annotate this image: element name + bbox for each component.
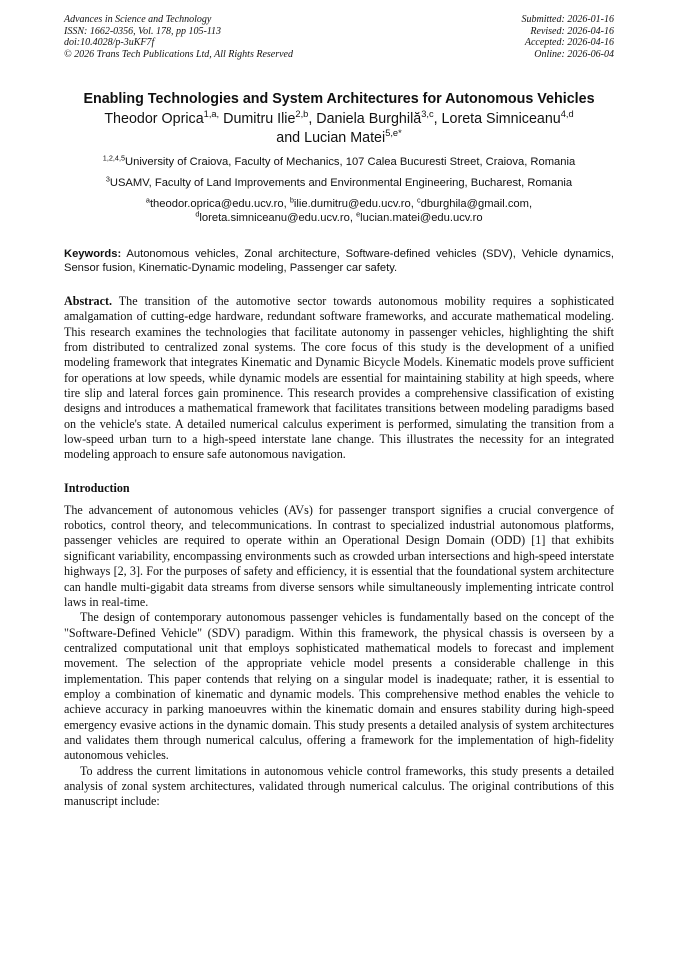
revised-date: Revised: 2026-04-16 [530, 25, 614, 37]
affiliation-sup: 1,2,4,5 [102, 153, 126, 163]
author-sup: 4,d [560, 109, 574, 120]
email-sup: a [145, 195, 150, 205]
author-name: Theodor Oprica [104, 111, 204, 127]
body-paragraph: The design of contemporary autonomous passenger vehicles is fundamentally based on the concept of the "Software-Defined Vehicle" (SDV) paradigm. Within this framework, the physical chassis is overseen by a centralized computational unit that employs sophisticated mathematical models to forecast and implement movement. The selection of the appropriate vehicle model presents a considerable challenge in this implementation. This paper contends that relying on a singular model is inadequate; rather, it is essential to employ a combination of kinematic and dynamic models. This comprehensive method enables the vehicle to achieve accuracy in parking manoeuvres within the kinematic domain and ensures stability during high-speed emergency evasive actions in the dynamic domain. This study presents a detailed analysis of system architectures and validates them through numerical calculus, offering a framework for the implementation of high-fidelity autonomous vehicles. [64, 610, 614, 763]
email-sup: c [416, 195, 421, 205]
header-left [64, 14, 293, 60]
header-right [522, 14, 615, 60]
keywords-block [64, 247, 614, 275]
author-connector: and [276, 129, 301, 146]
author-list: Theodor Oprica$^{1,a,}$ Dumitru Ilie$^{2,b}$, Daniela Burghilă$^{3,c}$, Loreta Simniceanu$^{4,d}$ and Lucian Matei$^{5,e*}$ [104, 109, 574, 146]
issn-line: ISSN: 1662-0356, Vol. 178, pp 105-113 [64, 25, 222, 37]
abstract-block [64, 294, 614, 463]
email-link[interactable]: lucian.matei@edu.ucv.ro [360, 212, 483, 224]
copyright-line: © 2026 Trans Tech Publications Ltd, All Rights Reserved [64, 48, 293, 60]
email-link[interactable]: loreta.simniceanu@edu.ucv.ro [199, 212, 350, 224]
abstract-text: The transition of the automotive sector towards autonomous mobility requires a sophisticated amalgamation of cutting-edge hardware, redundant software frameworks, and accurate mathematical modeling. This research examines the technologies that facilitate autonomy in passenger vehicles, highlighting the shift from distributed to centralized zonal systems. The core focus of this study is the development of a unified modeling framework that integrates Kinematic and Dynamic Bicycle Models. Kinematic models prove sufficient for operations at low speeds, while dynamic models are essential for maintaining stability at high speeds, where tire slip and lateral forces gain prominence. This research provides a comprehensive classification of existing designs and introduces a mathematical framework that facilitates transitions between modeling paradigms based on the vehicle's state. A detailed numerical calculus experiment is performed, simulating the transition from a low-speed urban turn to a high-speed interstate lane change. This illustrates the necessity for an integrated modeling approach to ensure safe autonomous navigation. [64, 294, 614, 462]
email-sup: e [356, 209, 361, 219]
author-sup: 1,a, [203, 109, 220, 120]
author-sup: 5,e* [385, 127, 402, 138]
email-link[interactable]: ilie.dumitru@edu.ucv.ro [293, 198, 411, 210]
body-paragraph: To address the current limitations in autonomous vehicle control frameworks, this study presents a detailed analysis of zonal system architectures, validated through numerical calculus. The original contributions of this manuscript include: [64, 763, 614, 809]
affiliation [64, 174, 614, 190]
journal-header [64, 14, 614, 60]
affiliation [64, 153, 614, 169]
email-sup: d [195, 209, 200, 219]
email-sup: b [289, 195, 294, 205]
author-name: Daniela Burghilă [316, 111, 422, 127]
keywords-label: Keywords: [64, 248, 122, 260]
affiliation-text: University of Craiova, Faculty of Mechanics, 107 Calea Bucuresti Street, Craiova, Romania [125, 156, 576, 168]
author-sup: 2,b [295, 109, 309, 120]
email-link[interactable]: dburghila@gmail.com [420, 198, 529, 210]
online-date: Online: 2026-06-04 [534, 48, 614, 60]
email-list: $^a$theodor.oprica@edu.ucv.ro, $^b$ilie.dumitru@edu.ucv.ro, $^c$dburghila@gmail.com, $^d$loreta.simniceanu@edu.ucv.ro, $^e$lucian.matei@edu.ucv.ro [145, 195, 533, 224]
section-heading: Introduction [64, 480, 130, 495]
keywords-text: Autonomous vehicles, Zonal architecture, Software-defined vehicles (SDV), Vehicle dynamics, Sensor fusion, Kinematic-Dynamic modeling, Passenger car safety. [64, 248, 614, 274]
abstract-label: Abstract. [64, 294, 113, 308]
email-link[interactable]: theodor.oprica@edu.ucv.ro [149, 198, 284, 210]
affiliation-sup: 3 [105, 174, 110, 184]
author-sup: 3,c [421, 109, 434, 120]
journal-name: Advances in Science and Technology [64, 14, 212, 25]
paper-page [64, 14, 614, 810]
author-name: Dumitru Ilie [223, 111, 296, 127]
body-paragraph: The advancement of autonomous vehicles (AVs) for passenger transport signifies a crucial convergence of robotics, control theory, and telecommunications. In contrast to specialized industrial autonomous platforms, passenger vehicles are required to operate within an Operational Design Domain (ODD) [1] that exhibits significant variability, encompassing environments such as crowded urban intersections and high-speed interstate highways [2, 3]. For the purposes of safety and efficiency, it is essential that the foundational system architecture can handle multi-gigabit data streams from diverse sensors while simultaneously implementing intricate control laws in real-time. [64, 502, 614, 609]
paper-title: Enabling Technologies and System Architectures for Autonomous Vehicles [83, 91, 595, 107]
affiliation-text: USAMV, Faculty of Land Improvements and Environmental Engineering, Bucharest, Romania [109, 177, 573, 189]
author-name: Loreta Simniceanu [441, 111, 561, 127]
author-name: Lucian Matei [304, 129, 386, 146]
accepted-date: Accepted: 2026-04-16 [524, 37, 614, 48]
doi-line: doi:10.4028/p-3uKF7f [64, 37, 155, 48]
submitted-date: Submitted: 2026-01-16 [521, 14, 614, 25]
